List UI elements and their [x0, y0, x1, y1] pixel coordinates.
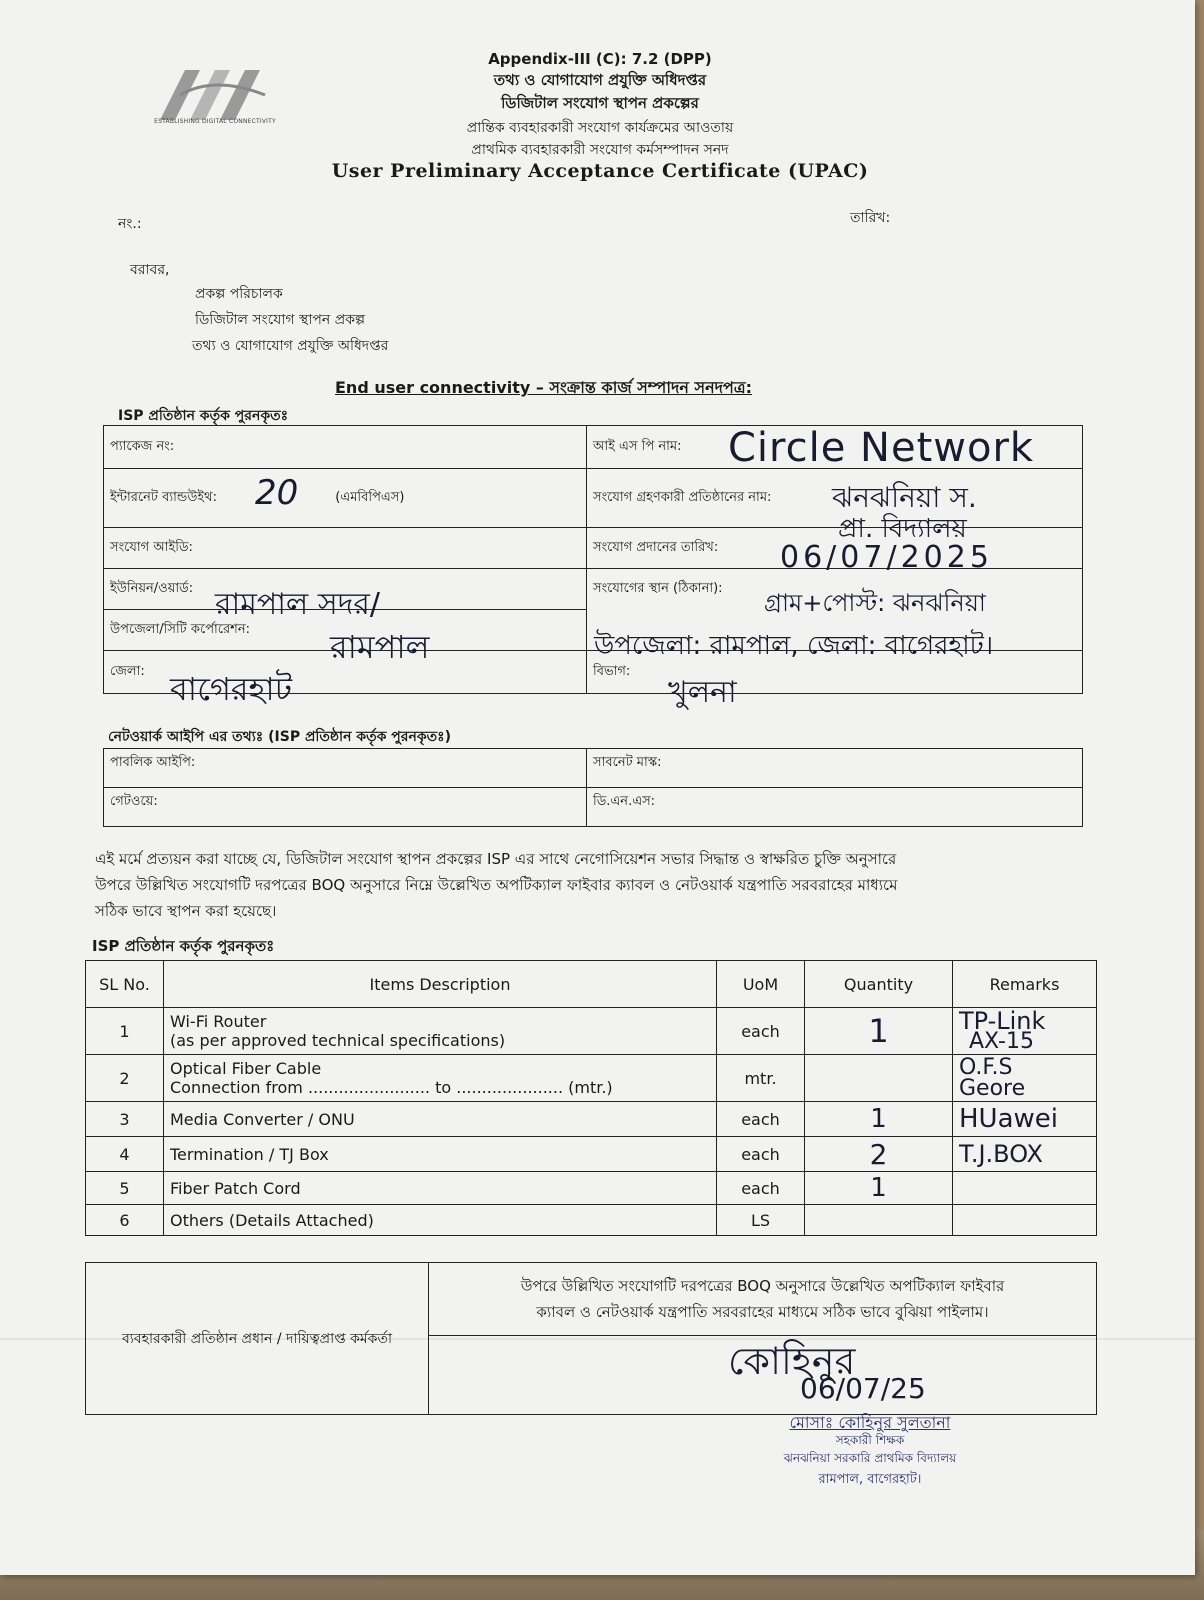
gateway-label: গেটওয়ে:	[110, 794, 158, 809]
row-remarks-handwritten: T.J.BOX	[959, 1140, 1043, 1168]
row-quantity	[805, 1102, 953, 1137]
union-handwritten: রামপাল সদর/	[215, 587, 381, 622]
connection-id-label: সংযোগ আইডি:	[110, 539, 193, 555]
public-ip-label: পাবলিক আইপি:	[110, 755, 196, 770]
table-header-row	[86, 961, 1097, 1008]
declaration-line-1: এই মর্মে প্রত্যয়ন করা যাচ্ছে যে, ডিজিটাল সংযোগ স্থাপন প্রকল্পের ISP এর সাথে নেগোসিয়েশন সভার সিদ্ধান্ত ও স্বাক্ষরিত চুক্তি অনুসারে	[95, 850, 897, 868]
signature-date-handwritten: 06/07/25	[800, 1372, 926, 1405]
address-line-2: ডিজিটাল সংযোগ স্থাপন প্রকল্প	[195, 312, 365, 328]
row-uom: LS	[717, 1205, 805, 1236]
bandwidth-label: ইন্টারনেট ব্যান্ডউইথ:	[110, 489, 217, 505]
upazila-handwritten: রামপাল	[330, 628, 430, 666]
row-remarks-handwritten: O.F.S	[959, 1055, 1013, 1080]
row-uom: each	[717, 1172, 805, 1205]
row-quantity	[805, 1055, 953, 1102]
stamp-title: সহকারী শিক্ষক	[835, 1433, 905, 1447]
recipient-label: সংযোগ গ্রহণকারী প্রতিষ্ঠানের নাম:	[593, 489, 772, 505]
header-uom: UoM	[717, 961, 805, 1008]
isp-name-label: আই এস পি নাম:	[593, 438, 682, 454]
table-row	[86, 1263, 1097, 1336]
row-uom: mtr.	[717, 1055, 805, 1102]
items-section-label: ISP প্রতিষ্ঠান কর্তৃক পুরনকৃতঃ	[92, 937, 275, 955]
row-sl: 2	[86, 1055, 164, 1102]
row-sl: 5	[86, 1172, 164, 1205]
header-line-4: প্রাথমিক ব্যবহারকারী সংযোগ কর্মসম্পাদন সনদ	[471, 142, 729, 158]
row-remarks	[953, 1172, 1097, 1205]
bandwidth-handwritten: 20	[255, 473, 299, 513]
header-remarks: Remarks	[953, 961, 1097, 1008]
row-quantity	[805, 1137, 953, 1172]
stamp-name: মোসাঃ কোহিনুর সুলতানা	[789, 1413, 951, 1432]
division-handwritten: খুলনা	[668, 675, 737, 710]
dns-cell	[587, 788, 1083, 827]
role-label: ব্যবহারকারী প্রতিষ্ঠান প্রধান / দায়িত্বপ্রাপ্ত কর্মকর্তা	[121, 1330, 393, 1347]
isp-section-label: ISP প্রতিষ্ঠান কর্তৃক পুরনকৃতঃ	[118, 408, 289, 424]
subject-line: End user connectivity – সংক্রান্ত কার্জ সম্পাদন সনদপত্র:	[335, 378, 753, 397]
location-handwritten-2: উপজেলা: রামপাল, জেলা: বাগেরহাট।	[594, 631, 994, 661]
department-name: তথ্য ও যোগাযোগ প্রযুক্তি অধিদপ্তর	[493, 71, 707, 89]
acknowledgement-line-1: উপরে উল্লিখিত সংযোগটি দরপত্রের BOQ অনুসারে উল্লেখিত অপটিক্যাল ফাইবার	[520, 1277, 1005, 1295]
table-row	[86, 1172, 1097, 1205]
district-label: জেলা:	[110, 663, 145, 679]
public-ip-cell	[104, 749, 587, 788]
bandwidth-unit: (এমবিপিএস)	[335, 489, 405, 505]
table-row	[86, 1055, 1097, 1102]
location-label: সংযোগের স্থান (ঠিকানা):	[593, 581, 723, 596]
division-label: বিভাগ:	[593, 663, 631, 679]
row-description-sub: Connection from ........................ to ..................... (mtr.)	[170, 1078, 613, 1097]
row-description	[164, 1008, 717, 1055]
bandwidth-cell	[104, 469, 587, 528]
project-name: ডিজিটাল সংযোগ স্থাপন প্রকল্পের	[501, 94, 699, 112]
row-quantity	[805, 1008, 953, 1055]
row-quantity-handwritten: 1	[870, 1104, 887, 1134]
header-sl: SL No.	[86, 961, 164, 1008]
row-sl: 3	[86, 1102, 164, 1137]
row-description: Fiber Patch Cord	[164, 1172, 717, 1205]
row-remarks	[953, 1102, 1097, 1137]
document-title: User Preliminary Acceptance Certificate (UPAC)	[331, 160, 869, 182]
date-label: তারিখ:	[850, 210, 891, 226]
table-row	[86, 1102, 1097, 1137]
row-description: Termination / TJ Box	[164, 1137, 717, 1172]
acknowledgement-line-2: ক্যাবল ও নেটওয়ার্ক যন্ত্রপাতি সরবরাহের মাধ্যমে সঠিক ভাবে বুঝিয়া পাইলাম।	[536, 1303, 989, 1321]
row-remarks-handwritten-2: AX-15	[969, 1029, 1034, 1054]
row-description-main: Optical Fiber Cable	[170, 1059, 322, 1078]
role-cell	[86, 1263, 429, 1415]
row-sl: 4	[86, 1137, 164, 1172]
package-label: প্যাকেজ নং:	[110, 438, 175, 454]
row-description: Media Converter / ONU	[164, 1102, 717, 1137]
logo-caption: ESTABLISHING DIGITAL CONNECTIVITY	[154, 118, 276, 125]
package-cell	[104, 426, 587, 469]
header-line-3: প্রান্তিক ব্যবহারকারী সংযোগ কার্যক্রমের আওতায়	[466, 120, 734, 136]
connection-date-handwritten: 06/07/2025	[780, 540, 993, 575]
row-remarks-handwritten: HUawei	[959, 1104, 1058, 1134]
dns-label: ডি.এন.এস:	[593, 794, 656, 809]
row-remarks-handwritten-2: Geore	[959, 1076, 1026, 1101]
union-label: ইউনিয়ন/ওয়ার্ড:	[110, 580, 194, 596]
row-sl: 6	[86, 1205, 164, 1236]
row-sl: 1	[86, 1008, 164, 1055]
acknowledgement-cell	[429, 1263, 1097, 1336]
row-uom: each	[717, 1137, 805, 1172]
items-table	[85, 960, 1097, 1236]
location-handwritten-1: গ্রাম+পোস্ট: ঝনঝনিয়া	[764, 589, 986, 617]
row-quantity-handwritten: 2	[869, 1137, 888, 1171]
address-line-3: তথ্য ও যোগাযোগ প্রযুক্তি অধিদপ্তর	[192, 338, 389, 354]
declaration-line-3: সঠিক ভাবে স্থাপন করা হয়েছে।	[95, 902, 277, 920]
stamp-school: ঝনঝনিয়া সরকারি প্রাথমিক বিদ্যালয়	[783, 1451, 957, 1465]
connection-id-cell	[104, 528, 587, 569]
recipient-handwritten-1: ঝনঝনিয়া স.	[832, 481, 977, 514]
row-remarks	[953, 1137, 1097, 1172]
row-remarks-handwritten: TP-Link	[959, 1007, 1046, 1035]
network-section-label: নেটওয়ার্ক আইপি এর তথ্যঃ (ISP প্রতিষ্ঠান কর্তৃক পুরনকৃতঃ)	[108, 729, 452, 745]
isp-name-handwritten: Circle Network	[728, 425, 1035, 471]
signature-handwritten: কোহিনুর	[728, 1339, 856, 1383]
address-to: বরাবর,	[130, 262, 170, 278]
district-handwritten: বাগেরহাট	[170, 670, 293, 708]
row-remarks	[953, 1205, 1097, 1236]
declaration-line-2: উপরে উল্লিখিত সংযোগটি দরপত্রের BOQ অনুসারে নিম্নে উল্লেখিত অপটিক্যাল ফাইবার ক্যাবল ও নেটওয়ার্ক যন্ত্রপাতি সরবরাহের মাধ্যমে	[95, 876, 898, 894]
row-quantity	[805, 1205, 953, 1236]
row-description	[164, 1055, 717, 1102]
connection-date-label: সংযোগ প্রদানের তারিখ:	[593, 539, 719, 555]
row-description: Others (Details Attached)	[164, 1205, 717, 1236]
gateway-cell	[104, 788, 587, 827]
header-description: Items Description	[164, 961, 717, 1008]
appendix-label: Appendix-III (C): 7.2 (DPP)	[488, 50, 712, 68]
recipient-handwritten-2: প্রা. বিদ্যালয়	[838, 514, 967, 544]
table-row	[86, 1137, 1097, 1172]
upazila-label: উপজেলা/সিটি কর্পোরেশন:	[110, 621, 251, 637]
row-quantity	[805, 1172, 953, 1205]
row-description-sub: (as per approved technical specifications)	[170, 1031, 506, 1050]
stamp-address: রামপাল, বাগেরহাট।	[818, 1472, 922, 1487]
signoff-table	[85, 1262, 1097, 1415]
row-remarks	[953, 1055, 1097, 1102]
row-uom: each	[717, 1008, 805, 1055]
subnet-label: সাবনেট মাস্ক:	[593, 755, 662, 770]
subnet-cell	[587, 749, 1083, 788]
row-quantity-handwritten: 1	[870, 1173, 887, 1203]
table-row	[86, 1205, 1097, 1236]
row-remarks	[953, 1008, 1097, 1055]
row-quantity-handwritten: 1	[868, 1012, 889, 1050]
row-description-main: Wi-Fi Router	[170, 1012, 267, 1031]
row-uom: each	[717, 1102, 805, 1137]
table-row	[86, 1008, 1097, 1055]
number-label: নং.:	[118, 216, 142, 232]
table-row	[104, 788, 1083, 827]
table-row	[104, 749, 1083, 788]
network-info-table	[103, 748, 1083, 827]
address-line-1: প্রকল্প পরিচালক	[195, 286, 283, 302]
header-quantity: Quantity	[805, 961, 953, 1008]
